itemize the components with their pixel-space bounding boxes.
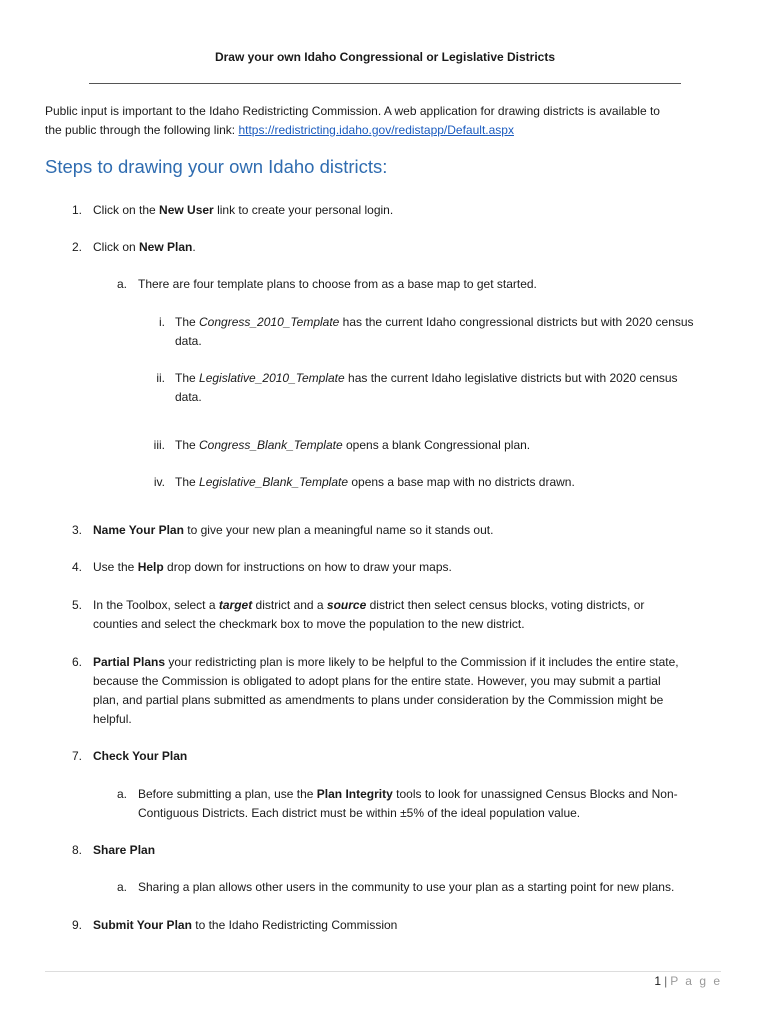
step-6-cont-3: helpful. — [93, 712, 132, 726]
step-8a: Sharing a plan allows other users in the community to use your plan as a starting point for new plans. — [138, 880, 675, 894]
step-1-number: 1. — [71, 203, 82, 217]
step-1: Click on the New User link to create your personal login. — [93, 203, 394, 217]
step-3-number: 3. — [71, 523, 82, 537]
step-6-cont-2: plan, and partial plans submitted as amendments to plans under consideration by the Commission might be — [93, 693, 664, 707]
step-8a-number: a. — [116, 880, 127, 894]
footer-divider — [45, 971, 721, 972]
page-number: 1 — [654, 974, 662, 988]
step-5-cont: counties and select the checkmark box to move the population to the new district. — [93, 617, 525, 631]
step-2a-ii-cont: data. — [175, 390, 202, 404]
step-2a-iv: The Legislative_Blank_Template opens a base map with no districts drawn. — [175, 475, 575, 489]
footer-separator: | — [664, 974, 668, 988]
step-2a-i: The Congress_2010_Template has the current Idaho congressional districts but with 2020 census — [175, 315, 694, 329]
step-8: Share Plan — [93, 843, 156, 857]
redistricting-app-link[interactable]: https://redistricting.idaho.gov/redistapp/Default.aspx — [238, 123, 514, 137]
page-label: P a g e — [670, 974, 722, 988]
step-7a-number: a. — [116, 787, 127, 801]
step-2: Click on New Plan. — [93, 240, 196, 254]
step-7a: Before submitting a plan, use the Plan Integrity tools to look for unassigned Census Blocks and Non- — [138, 787, 678, 801]
step-6-cont-1: because the Commission is obligated to adopt plans for the entire state. However, you may submit a partial — [93, 674, 661, 688]
step-2a-number: a. — [116, 277, 127, 291]
step-9: Submit Your Plan to the Idaho Redistricting Commission — [93, 918, 398, 932]
step-2a-iv-number: iv. — [153, 475, 165, 489]
title-divider — [89, 83, 681, 84]
intro-paragraph — [45, 102, 735, 140]
document-title: Draw your own Idaho Congressional or Legislative Districts — [214, 50, 556, 64]
intro-text-2: the public through the following link: — [45, 123, 236, 137]
step-9-number: 9. — [71, 918, 82, 932]
step-2a-ii: The Legislative_2010_Template has the current Idaho legislative districts but with 2020 census — [175, 371, 678, 385]
step-7: Check Your Plan — [93, 749, 188, 763]
step-2a-iii: The Congress_Blank_Template opens a blank Congressional plan. — [175, 438, 531, 452]
step-2a-ii-number: ii. — [156, 371, 165, 385]
step-2a-i-cont: data. — [175, 334, 202, 348]
page-footer — [654, 974, 722, 988]
step-5-number: 5. — [71, 598, 82, 612]
step-4-number: 4. — [71, 560, 82, 574]
steps-heading: Steps to drawing your own Idaho districts: — [45, 156, 388, 177]
step-2a-i-number: i. — [159, 315, 165, 329]
step-6: Partial Plans your redistricting plan is more likely to be helpful to the Commission if it includes the entire state, — [93, 655, 679, 669]
step-6-number: 6. — [71, 655, 82, 669]
step-7a-cont: Contiguous Districts. Each district must be within ±5% of the ideal population value. — [138, 806, 581, 820]
step-2a: There are four template plans to choose from as a base map to get started. — [138, 277, 537, 291]
step-4: Use the Help drop down for instructions on how to draw your maps. — [93, 560, 452, 574]
intro-text-1: Public input is important to the Idaho Redistricting Commission. A web application for drawing districts is available to — [45, 104, 660, 118]
step-5: In the Toolbox, select a target district and a source district then select census blocks, voting districts, or — [93, 598, 645, 612]
step-3: Name Your Plan to give your new plan a meaningful name so it stands out. — [93, 523, 494, 537]
step-2a-iii-number: iii. — [153, 438, 165, 452]
step-7-number: 7. — [71, 749, 82, 763]
step-2-number: 2. — [71, 240, 82, 254]
step-8-number: 8. — [71, 843, 82, 857]
